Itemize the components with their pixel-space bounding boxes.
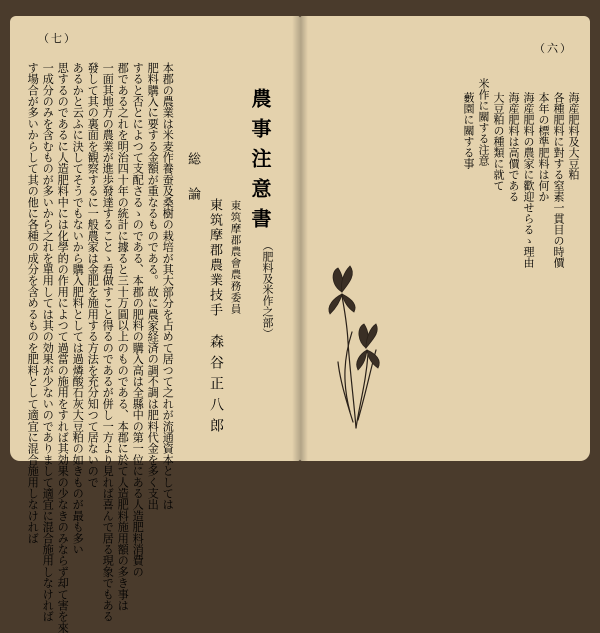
toc-item: 米作に關する注意 — [477, 78, 490, 166]
body-line: すると否とによつて支配さるゝのである、本郡の肥料の購入高は全縣中の第一位にある人造肥料消費の — [131, 62, 145, 578]
toc-item: 藪園に關する事 — [462, 92, 475, 169]
body-line: あるかと云ふに決してそうでもないから購入肥料としては過燐酸石灰大豆粕の如きものが最も多い — [71, 62, 85, 555]
section-heading: 総論 — [185, 152, 200, 222]
body-line: 一面其地方の農業が進歩發達することゝ看做すこと得るのであるが併し一方より見れば喜んで居る現象でもある — [101, 62, 115, 622]
body-line: 一成分のみを含むものが多いから之れを單用しては其の効果が少ないのでありまして適宜に混合施用しなければ — [41, 62, 55, 622]
toc-item: 海産肥料及大豆粕 — [567, 92, 580, 180]
toc-item: 大豆粕の種類に就て — [492, 92, 505, 191]
page-number-right: （六） — [534, 42, 573, 55]
author-name: 森谷正八郎 — [208, 334, 224, 439]
flower-heads — [329, 266, 379, 370]
body-line: 郡である之れを明治四十年の統計に據ると三十万圓以上のものである、本郡に於て人造肥料施用額の多き事は — [116, 62, 130, 611]
page-title: 農事注意書 — [248, 88, 272, 238]
toc-item: 本年の標準肥料は何か — [537, 92, 550, 202]
toc-item: 海産肥料の農家に歡迎せらるゝ理由 — [522, 92, 535, 268]
toc-item: 海産肥料は高價である — [507, 92, 520, 202]
body-line: 本郡の農業は米麦作養蚕及桑樹の栽培が其大部分を占めて居つて之れが流通資本としては — [161, 62, 175, 510]
body-line: 肥料購入に要する金額が重なるものである。故に農家経済の調不調は肥料代金を多く支出 — [146, 62, 160, 510]
page-number-left: （七） — [38, 32, 77, 45]
body-line: す場合が多いからして其の他に各種の成分を含めるものを肥料として適宜に混合施用しなければ — [26, 62, 40, 544]
body-line: 發して其の裏面を観察するに一般農家は金肥を施用する方法を充分知つて居ないので — [86, 62, 100, 488]
author-affiliation: 東筑摩郡農會農務委員 — [229, 200, 242, 315]
page-subtitle: （肥料及米作之部） — [261, 240, 274, 339]
iris-flower-illustration — [320, 262, 400, 432]
author-title: 東筑摩郡農業技手 — [207, 198, 222, 318]
body-line: 思するのであるに人造肥料中には化學的の作用によつて過當の施用をすれば其効果の少なきのみならず却て害を來 — [56, 62, 70, 633]
toc-item: 各種肥料に對する窒素一貫目の時價 — [552, 92, 565, 268]
